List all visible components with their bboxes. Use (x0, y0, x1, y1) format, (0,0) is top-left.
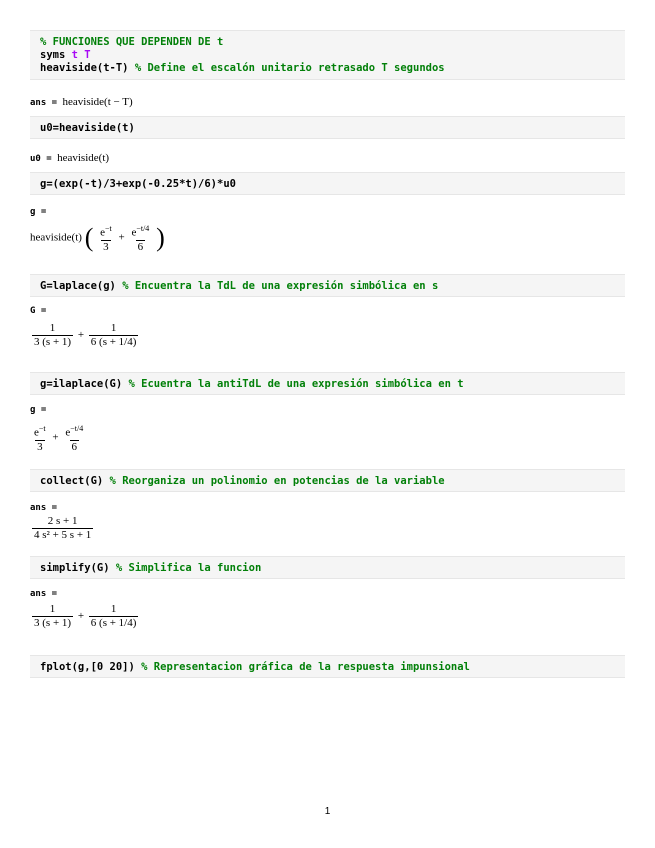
output-label: G = (30, 306, 47, 316)
frac-den: 6 (71, 440, 78, 453)
code-text: u0=heaviside(t) (40, 122, 135, 134)
fraction-2 (89, 322, 139, 349)
frac-den: 3 (37, 440, 43, 453)
code-text: g=ilaplace(G) (40, 378, 123, 390)
fraction-1 (32, 322, 73, 349)
output-3-expression (30, 222, 165, 254)
output-label: ans = (30, 589, 58, 599)
frac-den: 3 (s + 1) (34, 617, 72, 629)
fraction-1 (32, 603, 73, 630)
frac-num: e (100, 226, 105, 239)
output-3-label (30, 207, 46, 217)
page-number: 1 (324, 806, 331, 817)
code-cell-5[interactable] (30, 372, 625, 395)
code-text: fplot(g,[0 20]) (40, 661, 135, 673)
output-6-expression (30, 515, 95, 542)
code-keyword: syms (40, 49, 66, 61)
math-operator: + (77, 329, 85, 342)
frac-num: 2 s + 1 (47, 515, 78, 527)
comment-text: % Simplifica la funcion (115, 562, 262, 574)
math-operator: + (118, 231, 125, 244)
fraction-1 (32, 422, 48, 454)
frac-den: 6 (s + 1/4) (90, 336, 137, 348)
left-paren: ( (84, 222, 94, 252)
output-4-label (30, 306, 46, 316)
output-2 (30, 152, 109, 164)
code-text: simplify(G) (40, 562, 110, 574)
frac-num: 1 (110, 603, 117, 615)
symbol-vars: t T (71, 49, 91, 61)
frac-num: 1 (49, 322, 56, 334)
fraction-1 (98, 222, 114, 254)
frac-sup: −t/4 (70, 424, 84, 433)
comment-text: % Ecuentra la antiTdL de una expresión simbólica en t (128, 378, 464, 390)
code-text: collect(G) (40, 475, 104, 487)
frac-den: 3 (s + 1) (34, 336, 72, 348)
frac-den: 6 (s + 1/4) (90, 617, 137, 629)
frac-den: 4 s² + 5 s + 1 (34, 529, 92, 541)
frac-den: 6 (137, 240, 144, 253)
code-cell-1[interactable] (30, 30, 625, 80)
fraction-1 (32, 515, 93, 542)
output-5-expression (30, 422, 87, 454)
right-paren: ) (156, 222, 165, 252)
output-expression: heaviside(t − T) (62, 96, 133, 108)
code-text: g=(exp(-t)/3+exp(-0.25*t)/6)*u0 (40, 178, 236, 190)
math-operator: + (77, 610, 85, 623)
output-label: u0 = (30, 154, 52, 164)
code-text: G=laplace(g) (40, 280, 116, 292)
frac-num: e (65, 426, 71, 439)
comment-text: % Reorganiza un polinomio en potencias de la variable (109, 475, 445, 487)
output-label: g = (30, 207, 47, 217)
frac-num: 1 (110, 322, 117, 334)
code-cell-8[interactable] (30, 655, 625, 678)
comment-text: % Encuentra la TdL de una expresión simbólica en s (122, 280, 439, 292)
frac-sup: −t (38, 424, 46, 433)
math-operator: + (52, 431, 59, 444)
code-cell-7[interactable] (30, 556, 625, 579)
output-7-expression (30, 603, 140, 630)
math-prefix: heaviside(t) (30, 231, 82, 244)
fraction-2 (63, 422, 85, 454)
comment-text: % Define el escalón unitario retrasado T segundos (134, 62, 445, 74)
output-4-expression (30, 322, 140, 349)
code-cell-6[interactable] (30, 469, 625, 492)
output-expression: heaviside(t) (57, 152, 110, 164)
comment-text: % Representacion gráfica de la respuesta impunsional (141, 661, 470, 673)
frac-num: e (34, 426, 39, 439)
output-5-label (30, 405, 46, 415)
fraction-2 (89, 603, 139, 630)
output-6-label (30, 503, 57, 513)
code-cell-3[interactable] (30, 172, 625, 195)
frac-num: e (131, 226, 137, 239)
code-cell-2[interactable] (30, 116, 625, 139)
frac-sup: −t (105, 224, 112, 233)
comment-text: % FUNCIONES QUE DEPENDEN DE t (40, 36, 224, 48)
frac-den: 3 (103, 240, 109, 253)
frac-sup: −t/4 (136, 224, 150, 233)
output-1 (30, 96, 133, 108)
fraction-2 (129, 222, 151, 254)
output-7-label (30, 589, 57, 599)
code-text: heaviside(t-T) (40, 62, 129, 74)
output-label: ans = (30, 503, 58, 513)
output-label: ans = (30, 98, 58, 108)
frac-num: 1 (49, 603, 56, 615)
code-cell-4[interactable] (30, 274, 625, 297)
output-label: g = (30, 405, 47, 415)
